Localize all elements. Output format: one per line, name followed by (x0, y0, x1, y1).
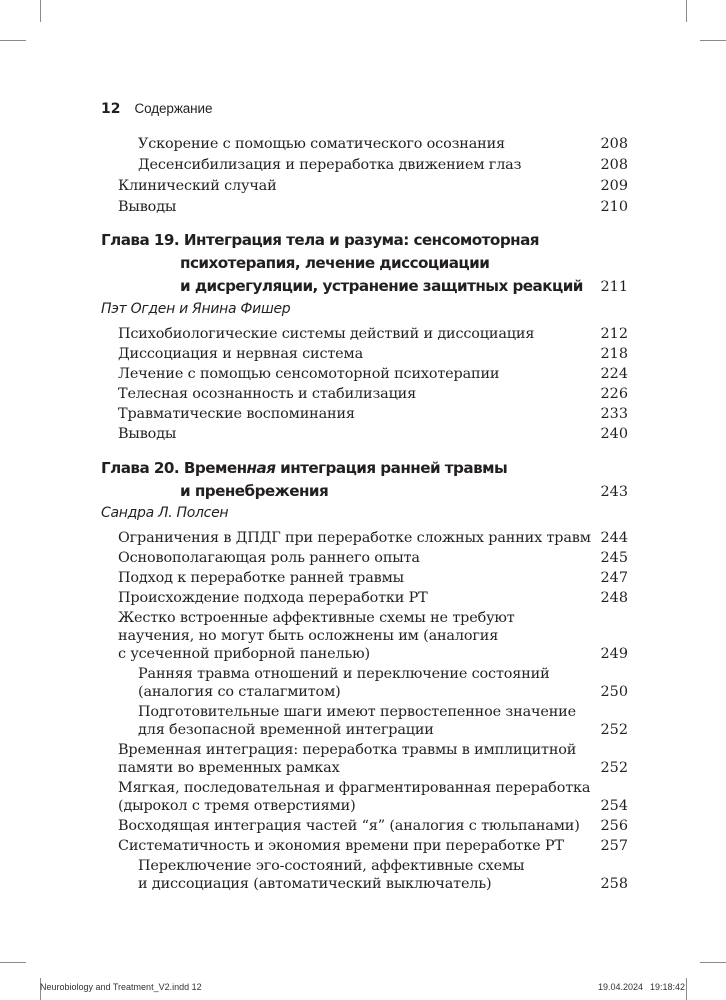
toc-entry-text: и диссоциация (автоматический выключатель) (138, 876, 492, 892)
toc-entry-page: 245 (600, 550, 628, 566)
toc-entry-page: 244 (600, 530, 628, 546)
toc-entry-text: Переключение эго-состояний, аффективные схемы (138, 858, 525, 874)
toc-entry-text: Лечение с помощью сенсомоторной психотерапии (118, 366, 500, 382)
toc-entry-text: Подготовительные шаги имеют первостепенное значение (138, 704, 576, 720)
toc-entry-page: 233 (600, 406, 628, 422)
toc-entry-text: Диссоциация и нервная система (118, 346, 364, 362)
toc-entry-text: Происхождение подхода переработки РТ (118, 590, 428, 606)
toc-entry-page: 248 (600, 590, 628, 606)
toc-entry-text: Жестко встроенные аффективные схемы не требуют (118, 610, 515, 626)
toc-entry-page: 240 (600, 426, 628, 442)
toc-entry-page: 254 (600, 798, 628, 814)
footer-date: 19.04.2024 (598, 982, 644, 992)
toc-entry-page: 224 (600, 366, 628, 382)
toc-entry-text: Систематичность и экономия времени при переработке РТ (118, 838, 564, 854)
toc-entry-text: Выводы (118, 426, 177, 442)
chapter-20-title-suffix: интеграция ранней травмы (275, 459, 508, 477)
toc-entry-text: Десенсибилизация и переработка движением глаз (138, 157, 522, 173)
footer-time: 19:18:42 (650, 982, 686, 992)
toc-entry-page: 256 (600, 818, 628, 834)
toc-entry-page: 210 (600, 199, 628, 215)
toc-entry-text: Восходящая интеграция частей “я” (аналогия с тюльпанами) (118, 818, 580, 834)
chapter-20-title-italic: ная (246, 459, 276, 477)
toc-entry-page: 252 (600, 760, 628, 776)
toc-entry-text: Основополагающая роль раннего опыта (118, 550, 420, 566)
chapter-19-title-line: и дисрегуляции, устранение защитных реакций (180, 277, 583, 295)
toc-entry-text: Телесная осознанность и стабилизация (118, 386, 417, 402)
toc-entry-text: для безопасной временной интеграции (138, 722, 434, 738)
toc-entry-page: 252 (600, 722, 628, 738)
toc-entry-page: 249 (600, 646, 628, 662)
toc-entry-page: 226 (600, 386, 628, 402)
toc-entry-page: 258 (600, 876, 628, 892)
toc-entry-text: Ограничения в ДПДГ при переработке сложных ранних травм (118, 530, 591, 546)
toc-entry-text: Ускорение с помощью соматического осознания (138, 136, 505, 152)
toc-entry-text: Психобиологические системы действий и диссоциация (118, 326, 535, 342)
toc-entry-text: с усеченной приборной панелью) (118, 646, 370, 662)
toc-entry-text: (дырокол с тремя отверстиями) (118, 798, 356, 814)
chapter-20-title-line: и пренебрежения (180, 482, 329, 500)
toc-entry-text: Мягкая, последовательная и фрагментированная переработка (118, 780, 591, 796)
toc-entry-page: 208 (600, 157, 628, 173)
toc-entry-text: научения, но могут быть осложнены им (аналогия (118, 628, 499, 644)
chapter-19-page: 211 (600, 279, 628, 295)
chapter-19-title-line: Глава 19. Интеграция тела и разума: сенсомоторная (101, 231, 539, 249)
toc-entry-text: Клинический случай (118, 178, 277, 194)
toc-entry-page: 250 (600, 684, 628, 700)
toc-entry-page: 257 (600, 838, 628, 854)
toc-entry-text: Подход к переработке ранней травмы (118, 570, 404, 586)
chapter-19-title-line: психотерапия, лечение диссоциации (180, 254, 490, 272)
toc-entry-text: Временная интеграция: переработка травмы в имплицитной (118, 742, 577, 758)
toc-entry-text: памяти во временных рамках (118, 760, 340, 776)
toc-entry-text: (аналогия со сталагмитом) (138, 684, 341, 700)
toc-entry-page: 247 (600, 570, 628, 586)
page-number: 12 (101, 101, 121, 117)
toc-entry-page: 208 (600, 136, 628, 152)
toc-entry-page: 218 (600, 346, 628, 362)
chapter-20-page: 243 (600, 484, 628, 500)
toc-entry-text: Ранняя травма отношений и переключение состояний (138, 666, 550, 682)
section-name: Содержание (134, 101, 213, 116)
toc-entry-text: Травматические воспоминания (118, 406, 355, 422)
chapter-19-author: Пэт Огден и Янина Фишер (101, 301, 291, 317)
chapter-20-title-prefix: Глава 20. Времен (101, 459, 247, 477)
chapter-20-title-line (101, 457, 507, 480)
toc-entry-text: Выводы (118, 199, 177, 215)
chapter-20-author: Сандра Л. Полсен (101, 505, 229, 521)
toc-entry-page: 209 (600, 178, 628, 194)
footer-filename: Neurobiology and Treatment_V2.indd 12 (40, 982, 202, 992)
toc-entry-page: 212 (600, 326, 628, 342)
